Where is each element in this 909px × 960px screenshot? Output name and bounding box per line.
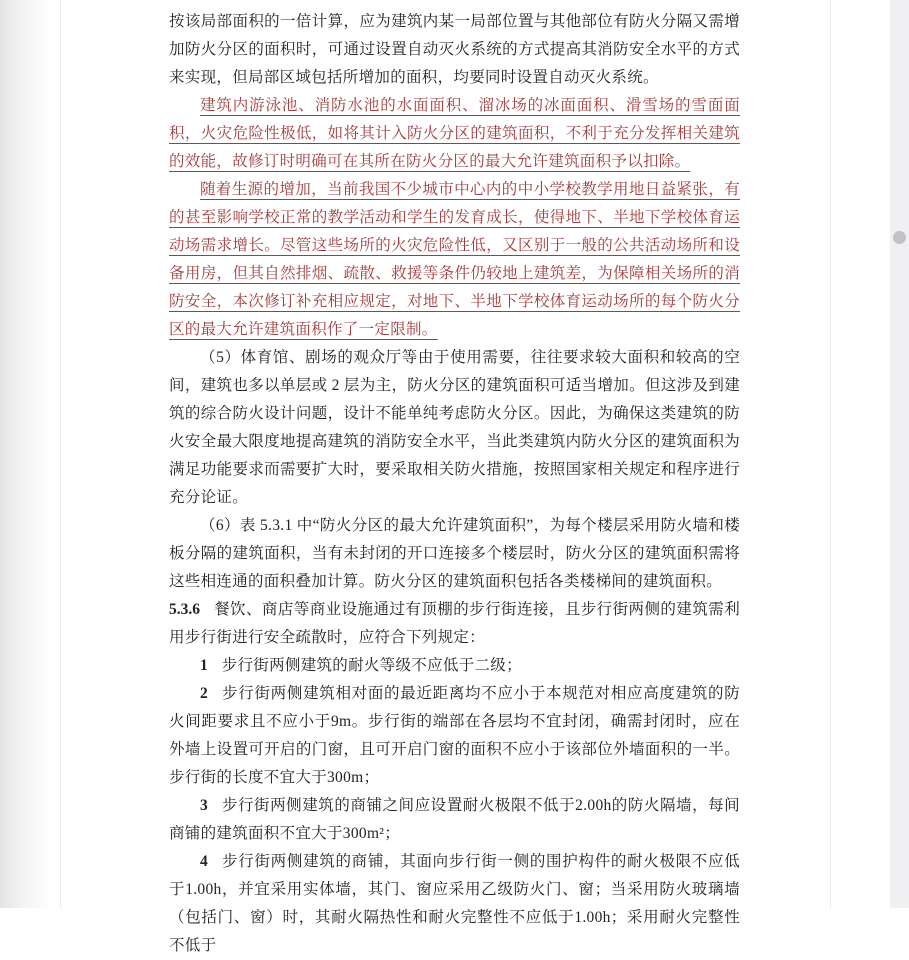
paragraph-text: 步行街两侧建筑的耐火等级不应低于二级； bbox=[221, 657, 522, 674]
item-number: 1 bbox=[200, 657, 208, 674]
scrollbar-thumb[interactable] bbox=[893, 231, 906, 244]
item-number: 2 bbox=[200, 685, 208, 702]
paragraph-text: 步行街两侧建筑的商铺之间应设置耐火极限不低于2.00h的防火隔墙，每间商铺的建筑面积不宜大于300m²； bbox=[169, 797, 740, 842]
clause-number: 5.3.6 bbox=[169, 601, 200, 618]
paragraph bbox=[169, 680, 740, 792]
paragraph bbox=[169, 8, 740, 92]
document-page bbox=[60, 0, 831, 954]
paragraph-text: 餐饮、商店等商业设施通过有顶棚的步行街连接，且步行街两侧的建筑需利用步行街进行安全疏散时，应符合下列规定： bbox=[169, 601, 740, 646]
paragraph bbox=[169, 652, 740, 680]
paragraph-text: 步行街两侧建筑的商铺，其面向步行街一侧的围护构件的耐火极限不应低于1.00h，并宜采用实体墙，其门、窗应采用乙级防火门、窗；当采用防火玻璃墙（包括门、窗）时，其耐火隔热性和耐火完整性不应低于1.00h；采用耐火完整性不低于 bbox=[169, 853, 740, 954]
paragraph-text: 步行街两侧建筑相对面的最近距离均不应小于本规范对相应高度建筑的防火间距要求且不应小于9m。步行街的端部在各层均不宜封闭，确需封闭时，应在外墙上设置可开启的门窗，且可开启门窗的面积不应小于该部位外墙面积的一半。步行街的长度不宜大于300m； bbox=[169, 685, 740, 786]
paragraph bbox=[169, 792, 740, 848]
page-text bbox=[169, 8, 740, 960]
item-number: 4 bbox=[200, 853, 208, 870]
item-number: 3 bbox=[200, 797, 208, 814]
scrollbar-track[interactable] bbox=[890, 0, 909, 908]
revision-paragraph bbox=[169, 176, 740, 344]
paragraph-text: 建筑内游泳池、消防水池的水面面积、溜冰场的冰面面积、滑雪场的雪面面积，火灾危险性极低，如将其计入防火分区的建筑面积，不利于充分发挥相关建筑的效能，故修订时明确可在其所在防火分区的最大允许建筑面积予以扣除。 bbox=[169, 97, 740, 170]
paragraph bbox=[169, 512, 740, 596]
viewer-left-gutter bbox=[0, 0, 52, 908]
revision-paragraph bbox=[169, 92, 740, 176]
paragraph-text: 随着生源的增加，当前我国不少城市中心内的中小学校教学用地日益紧张，有的甚至影响学校正常的教学活动和学生的发育成长，使得地下、半地下学校体育运动场需求增长。尽管这些场所的火灾危险性低，又区别于一般的公共活动场所和设备用房，但其自然排烟、疏散、救援等条件仍较地上建筑差，为保障相关场所的消防安全，本次修订补充相应规定，对地下、半地下学校体育运动场所的每个防火分区的最大允许建筑面积作了一定限制。 bbox=[169, 181, 740, 338]
paragraph-text: （6）表 5.3.1 中“防火分区的最大允许建筑面积”，为每个楼层采用防火墙和楼板分隔的建筑面积，当有未封闭的开口连接多个楼层时，防火分区的建筑面积需将这些相连通的面积叠加计算。防火分区的建筑面积包括各类楼梯间的建筑面积。 bbox=[169, 517, 740, 590]
paragraph bbox=[169, 848, 740, 960]
paragraph-text: 按该局部面积的一倍计算，应为建筑内某一局部位置与其他部位有防火分隔又需增加防火分区的面积时，可通过设置自动灭火系统的方式提高其消防安全水平的方式来实现，但局部区域包括所增加的面积，均要同时设置自动灭火系统。 bbox=[169, 13, 740, 86]
paragraph bbox=[169, 344, 740, 512]
paragraph-text: （5）体育馆、剧场的观众厅等由于使用需要，往往要求较大面积和较高的空间，建筑也多以单层或 2 层为主，防火分区的建筑面积可适当增加。但这涉及到建筑的综合防火设计问题，设计不能单纯考虑防火分区。因此，为确保这类建筑的防火安全最大限度地提高建筑的消防安全水平，当此类建筑内防火分区的建筑面积为满足功能要求而需要扩大时，要采取相关防火措施，按照国家相关规定和程序进行充分论证。 bbox=[169, 349, 740, 506]
paragraph bbox=[169, 596, 740, 652]
